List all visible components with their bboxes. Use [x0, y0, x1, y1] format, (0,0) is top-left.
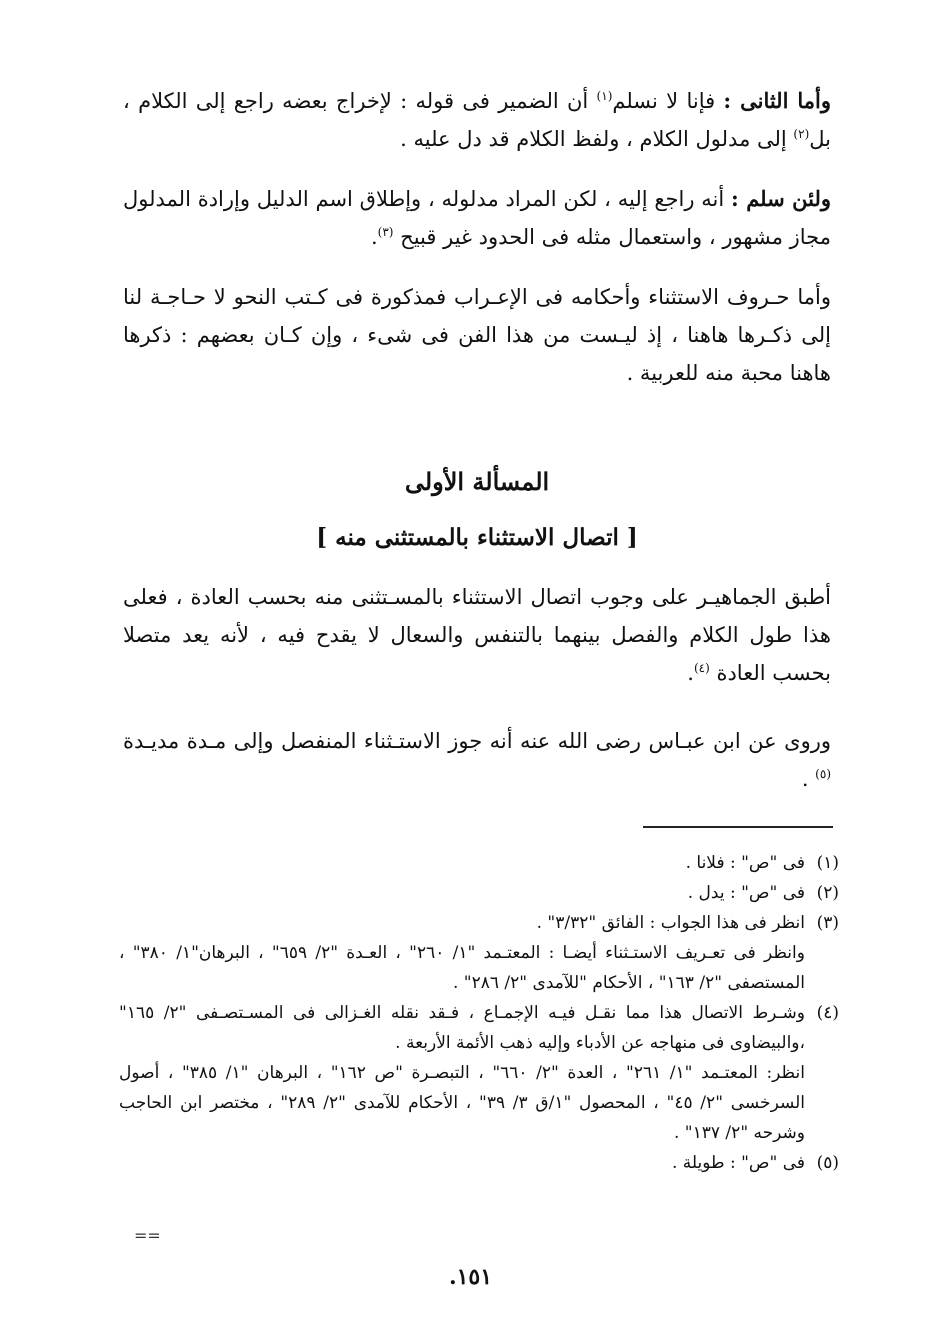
- footnote-number: (٢): [816, 883, 839, 903]
- paragraph-text: أن الضمير فى قوله : لإخراج بعضه راجع إلى الكلام ، بل: [123, 89, 831, 151]
- footnote-ref[interactable]: (١): [596, 89, 613, 103]
- section-title: المسألة الأولى: [404, 467, 550, 496]
- paragraph-text: فإنا لا نسلم: [612, 89, 724, 113]
- paragraph-lead: وأما الثانى :: [723, 88, 831, 113]
- footnote-text: وشـرط الاتصال هذا مما نقـل فيـه الإجمـاع ، فـقد نقله الغـزالى فى المسـتصـفى "٢/ ١٦٥" ،والبيضاوى فى منهاجه عن الأدباء وإليه ذهب الأئمة الأربعة .: [119, 1003, 805, 1053]
- paragraph-consensus: [123, 578, 831, 692]
- footnote-text: فى "ص" : طويلة .: [671, 1153, 805, 1173]
- paragraph-concession: [123, 180, 831, 256]
- paragraph-text: أطبق الجماهيـر على وجوب اتصال الاستثناء بالمسـتثنى منه بحسب العادة ، فعلى هذا طول الكلام والفصل بينهما بالتنفس والسعال لا يقدح فيه ، لأنه يعد متصلا بحسب العادة: [123, 585, 831, 685]
- paragraph-end: .: [370, 225, 378, 249]
- paragraph-end: .: [801, 767, 816, 791]
- footnotes-list: [119, 848, 839, 1178]
- footnote-number: (١): [816, 853, 839, 873]
- footnote-divider: [643, 826, 833, 828]
- page-number: ١٥١.: [448, 1264, 493, 1290]
- paragraph-ibn-abbas: [123, 722, 831, 798]
- footnote-text: فى "ص" : يدل .: [687, 883, 805, 903]
- paragraph-end: .: [687, 661, 694, 685]
- section-subtitle: [ اتصال الاستثناء بالمستثنى منه ]: [316, 524, 638, 551]
- paragraph-text: وروى عن ابن عبـاس رضى الله عنه أنه جوز الاستـثناء المنفصل وإلى مـدة مديـدة: [123, 729, 831, 753]
- footnote-item: [119, 998, 839, 1058]
- footnote-item: [119, 908, 839, 938]
- footnote-number: (٤): [816, 1003, 839, 1023]
- footnote-text: انظر فى هذا الجواب : الفائق "٣/٣٢" .: [536, 913, 805, 933]
- footnote-continuation: [119, 1058, 839, 1148]
- footnote-item: [119, 878, 839, 908]
- footnote-continuation: [119, 938, 839, 998]
- footnote-ref[interactable]: (٣): [377, 225, 394, 239]
- paragraph-second-point: [123, 82, 831, 158]
- margin-marker: ==: [134, 1226, 161, 1245]
- footnote-text: فى "ص" : فلانا .: [685, 853, 805, 873]
- footnote-ref[interactable]: (٥): [815, 767, 831, 781]
- footnote-item: [119, 1148, 839, 1178]
- footnote-text: انظر: المعتـمد "١/ ٢٦١" ، العدة "٢/ ٦٦٠" ، التبصـرة "ص ١٦٢" ، البرهان "١/ ٣٨٥" ، أصول السرخسى "٢/ ٤٥" ، المحصول "١/ق ٣/ ٣٩" ، الأحكام للآمدى "٢/ ٢٨٩" ، مختصر ابن الحاجب وشرحه "٢/ ١٣٧" .: [119, 1063, 806, 1143]
- paragraph-exception-letters: [123, 278, 831, 392]
- paragraph-text: وأما حـروف الاستثناء وأحكامه فى الإعـراب فمذكورة فى كـتب النحو لا حـاجـة لنا إلى ذكـرها هاهنا ، إذ ليـست من هذا الفن فى شىء ، وإن كـان بعضهم : ذكرها هاهنا محبة منه للعربية .: [123, 285, 831, 385]
- footnote-ref[interactable]: (٤): [693, 661, 710, 675]
- footnote-item: [119, 848, 839, 878]
- footnote-text: وانظر فى تعـريف الاستـثناء أيضـا : المعتـمد "١/ ٢٦٠" ، العـدة "٢/ ٦٥٩" ، البرهان"١/ ٣٨٠" ، المستصفى "٢/ ١٦٣" ، الأحكام "للآمدى "٢/ ٢٨٦" .: [119, 943, 805, 993]
- paragraph-text: أنه راجع إليه ، لكن المراد مدلوله ، وإطلاق اسم الدليل وإرادة المدلول مجاز مشهور ، واستعمال مثله فى الحدود غير قبيح: [123, 187, 831, 249]
- paragraph-lead: ولئن سلم :: [731, 186, 831, 211]
- footnote-number: (٣): [816, 913, 839, 933]
- footnote-ref[interactable]: (٢): [793, 127, 810, 141]
- paragraph-text: إلى مدلول الكلام ، ولفظ الكلام قد دل عليه .: [400, 127, 794, 151]
- footnote-number: (٥): [816, 1153, 839, 1173]
